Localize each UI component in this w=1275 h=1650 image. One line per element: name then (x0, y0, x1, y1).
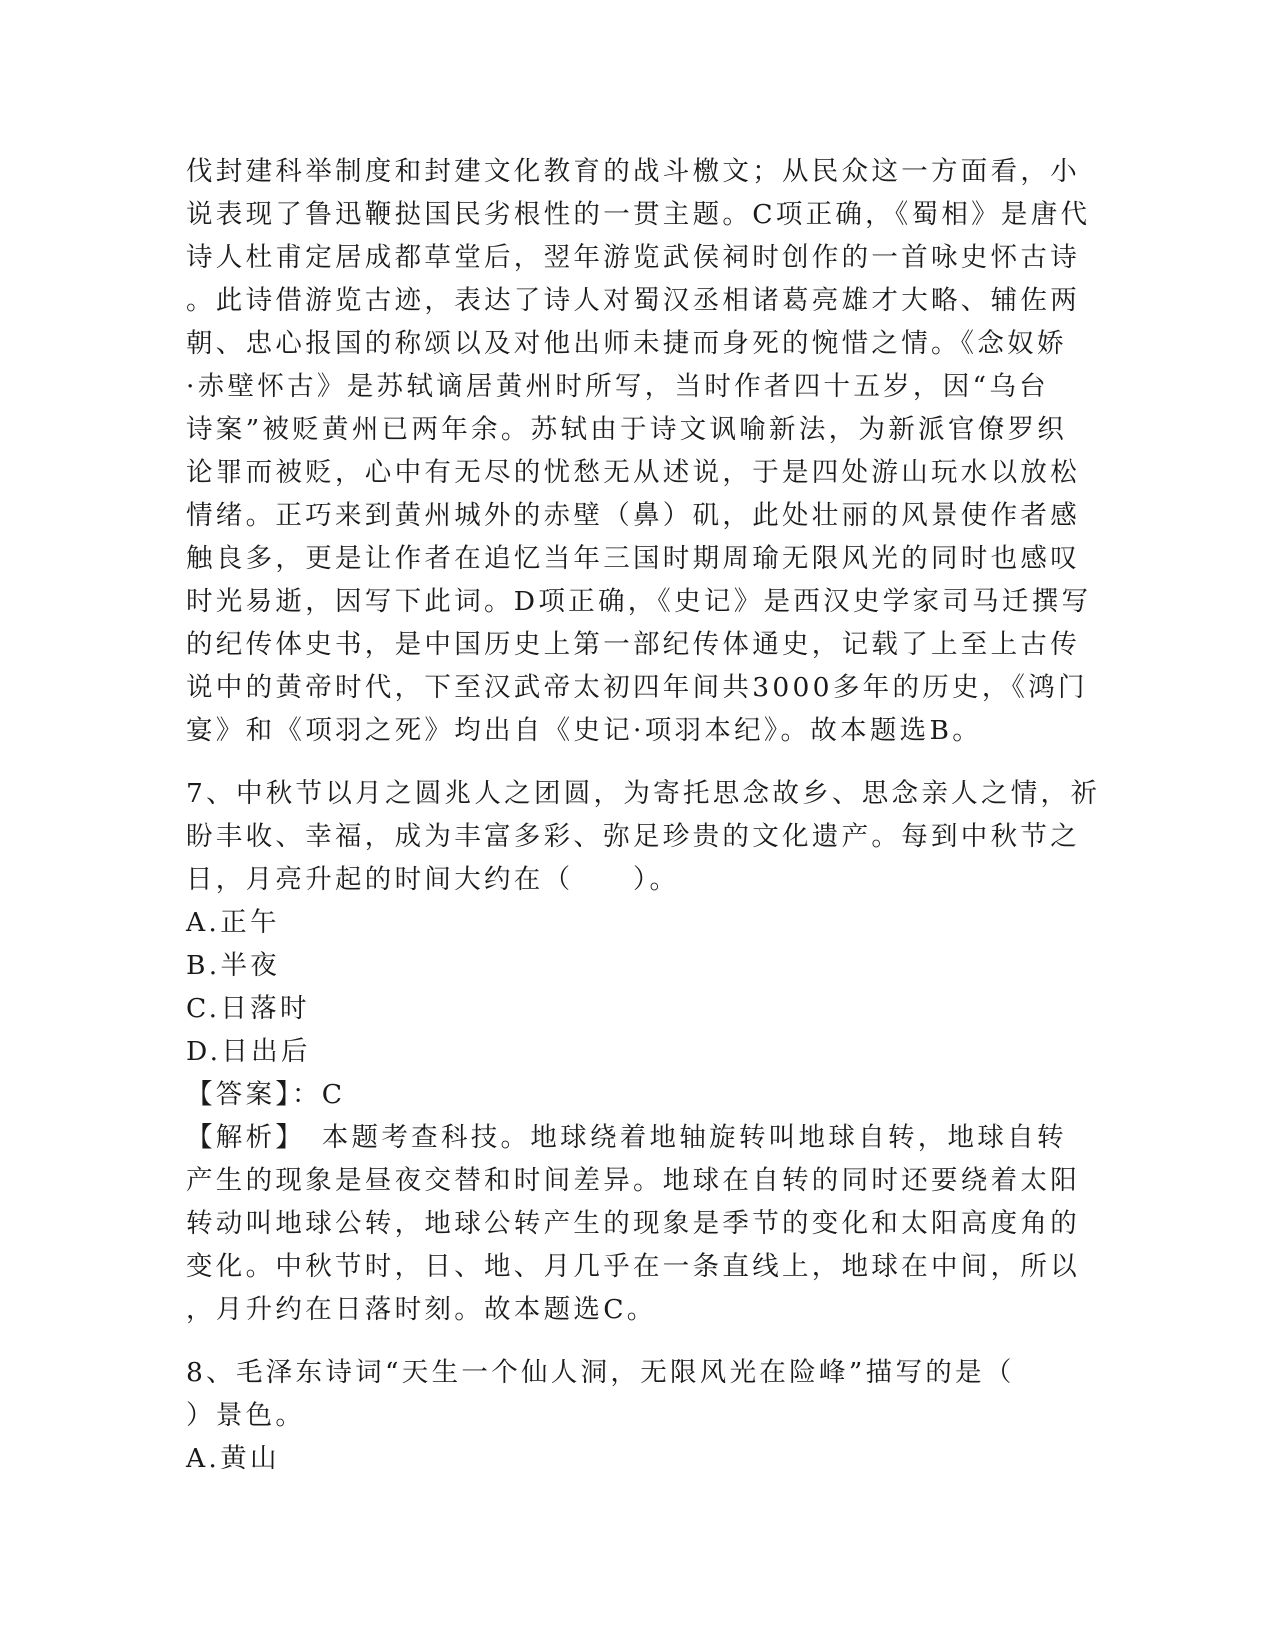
analysis-line: 情绪。正巧来到黄州城外的赤壁（鼻）矶，此处壮丽的风景使作者感 (186, 500, 1080, 531)
analysis-line: 的纪传体史书，是中国历史上第一部纪传体通史，记载了上至上古传 (186, 629, 1080, 660)
question-stem: 8、毛泽东诗词“天生一个仙人洞，无限风光在险峰”描写的是（ (186, 1357, 1015, 1388)
analysis-line: 。此诗借游览古迹，表达了诗人对蜀汉丞相诸葛亮雄才大略、辅佐两 (186, 285, 1080, 316)
option-c: C.日落时 (186, 993, 310, 1024)
analysis-line: 说表现了鲁迅鞭挞国民劣根性的一贯主题。C项正确，《蜀相》是唐代 (186, 199, 1091, 230)
analysis-line: 诗人杜甫定居成都草堂后，翌年游览武侯祠时创作的一首咏史怀古诗 (186, 242, 1080, 273)
analysis-line: 变化。中秋节时，日、地、月几乎在一条直线上，地球在中间，所以 (186, 1251, 1080, 1282)
analysis-line: ·赤壁怀古》是苏轼谪居黄州时所写，当时作者四十五岁，因“乌台 (186, 371, 1049, 402)
previous-answer-analysis (186, 150, 1092, 752)
question-stem: 盼丰收、幸福，成为丰富多彩、弥足珍贵的文化遗产。每到中秋节之 (186, 821, 1080, 852)
analysis-line: ，月升约在日落时刻。故本题选C。 (186, 1294, 657, 1325)
option-a: A.黄山 (186, 1443, 280, 1474)
spacer (186, 752, 1086, 772)
analysis-line: 说中的黄帝时代，下至汉武帝太初四年间共3000多年的历史，《鸿门 (186, 672, 1088, 703)
analysis-line: 产生的现象是昼夜交替和时间差异。地球在自转的同时还要绕着太阳 (186, 1165, 1080, 1196)
question-stem: 7、中秋节以月之圆兆人之团圆，为寄托思念故乡、思念亲人之情，祈 (186, 778, 1101, 809)
analysis-line: 宴》和《项羽之死》均出自《史记·项羽本纪》。故本题选B。 (186, 715, 983, 746)
option-a: A.正午 (186, 907, 280, 938)
question-stem: ）景色。 (186, 1400, 306, 1431)
answer-line: 【答案】：C (186, 1079, 346, 1110)
analysis-line: 时光易逝，因写下此词。D项正确，《史记》是西汉史学家司马迁撰写 (186, 586, 1092, 617)
question-8 (186, 1351, 1086, 1480)
question-7 (186, 772, 1101, 1331)
spacer (186, 1331, 1086, 1351)
document-page (186, 150, 1101, 1480)
analysis-line: 触良多，更是让作者在追忆当年三国时期周瑜无限风光的同时也感叹 (186, 543, 1080, 574)
analysis-line: 论罪而被贬，心中有无尽的忧愁无从述说，于是四处游山玩水以放松 (186, 457, 1080, 488)
analysis-line: 【解析】 本题考查科技。地球绕着地轴旋转叫地球自转，地球自转 (186, 1122, 1067, 1153)
analysis-line: 转动叫地球公转，地球公转产生的现象是季节的变化和太阳高度角的 (186, 1208, 1080, 1239)
option-b: B.半夜 (186, 950, 281, 981)
analysis-line: 伐封建科举制度和封建文化教育的战斗檄文；从民众这一方面看，小 (186, 156, 1080, 187)
analysis-line: 朝、忠心报国的称颂以及对他出师未捷而身死的惋惜之情。《念奴娇 (186, 328, 1067, 359)
analysis-line: 诗案”被贬黄州已两年余。苏轼由于诗文讽喻新法，为新派官僚罗织 (186, 414, 1068, 445)
option-d: D.日出后 (186, 1036, 311, 1067)
question-stem: 日，月亮升起的时间大约在（ ）。 (186, 864, 680, 895)
